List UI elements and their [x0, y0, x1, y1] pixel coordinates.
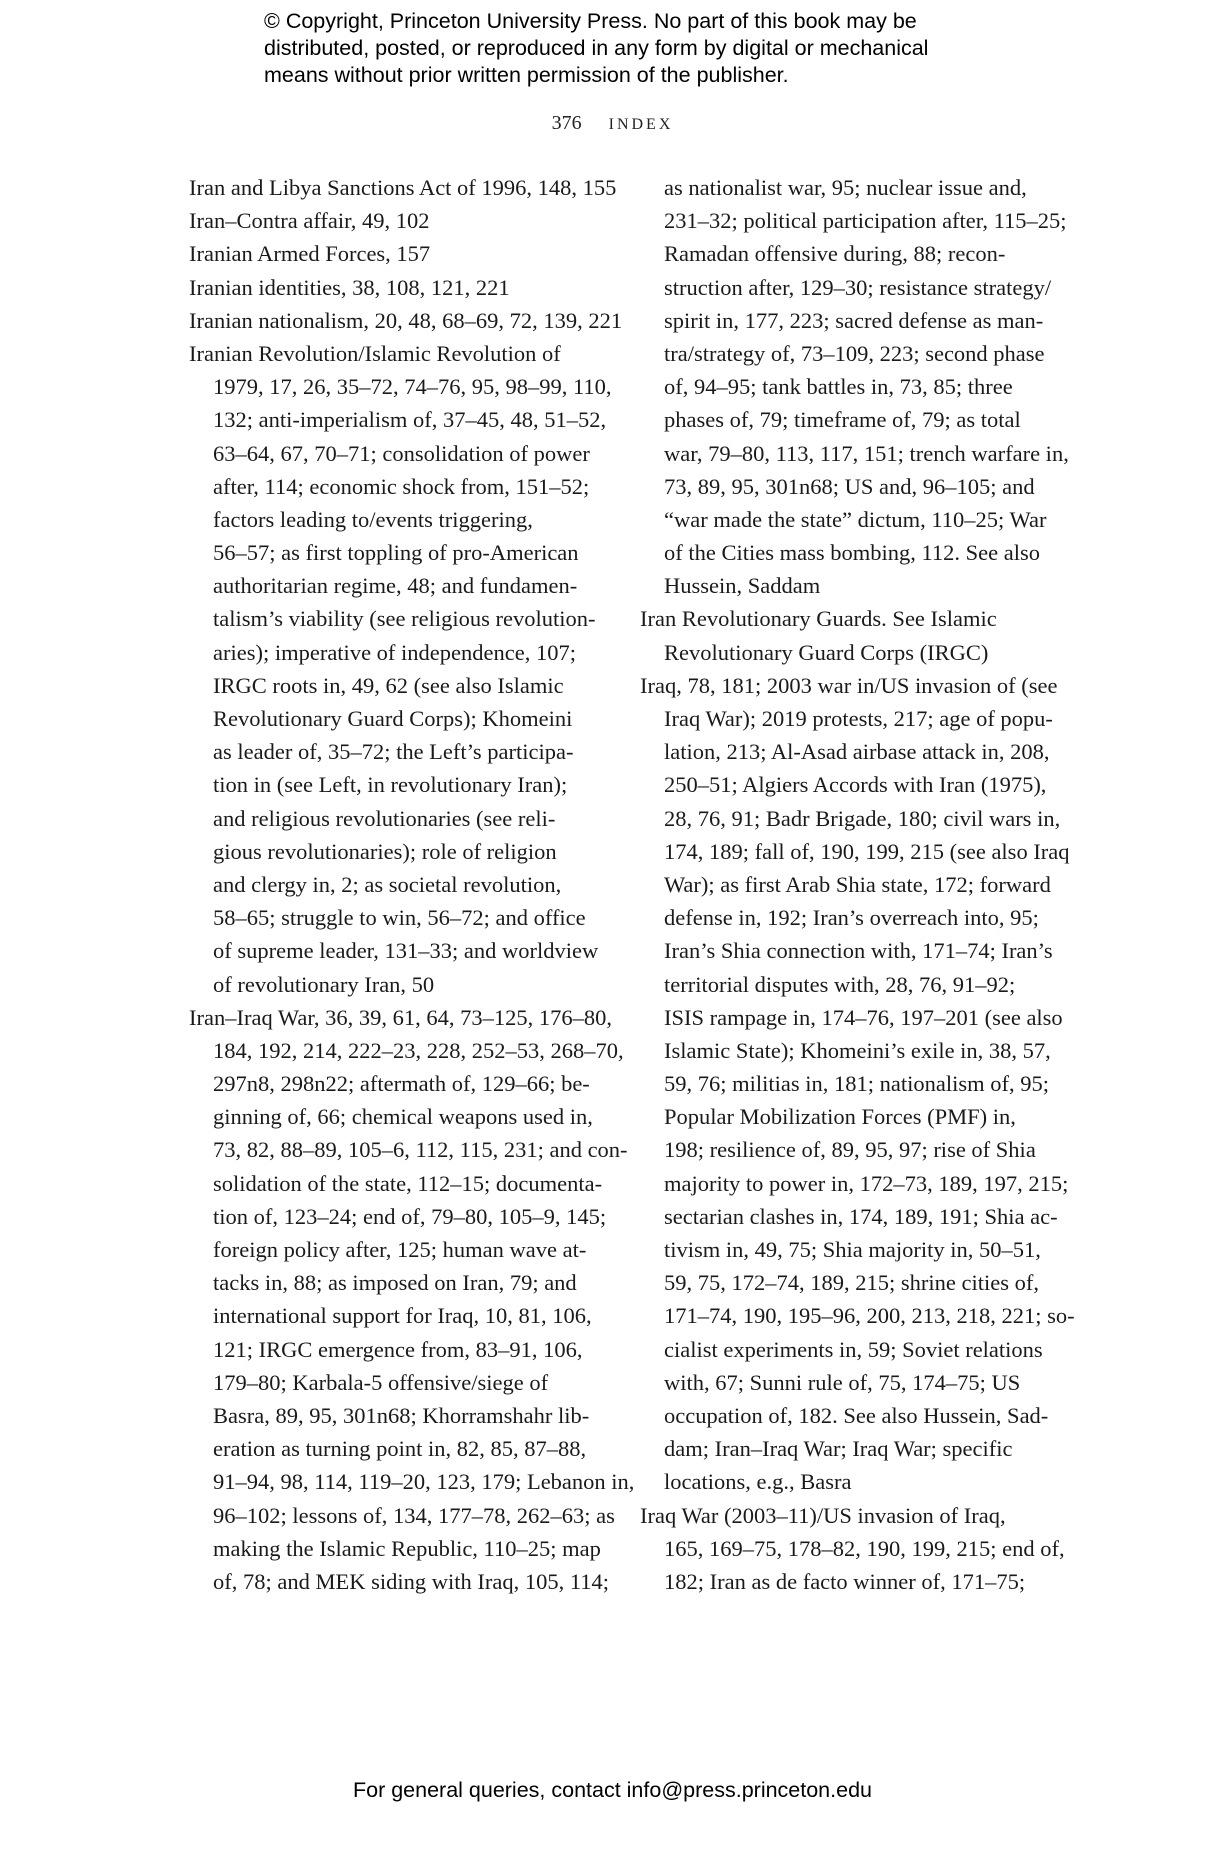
index-entry-continuation: “war made the state” dictum, 110–25; War — [664, 506, 1047, 532]
index-entry-continuation: 56–57; as first toppling of pro-American — [213, 540, 579, 566]
index-entry-continuation: 73, 89, 95, 301n68; US and, 96–105; and — [664, 473, 1035, 499]
index-entry-continuation: 73, 82, 88–89, 105–6, 112, 115, 231; and con- — [213, 1137, 628, 1163]
index-entry-continuation: lation, 213; Al-Asad airbase attack in, 208, — [664, 739, 1050, 765]
index-entry-continuation: sectarian clashes in, 174, 189, 191; Shia ac- — [664, 1203, 1058, 1229]
index-entry-continuation: defense in, 192; Iran’s overreach into, 95; — [664, 905, 1039, 931]
index-entry-continuation: 174, 189; fall of, 190, 199, 215 (see also Iraq — [664, 838, 1070, 864]
index-entry-continuation: gious revolutionaries); role of religion — [213, 838, 557, 864]
page-number: 376 — [551, 112, 582, 134]
index-entry-headword: Iran–Iraq War, 36, 39, 61, 64, 73–125, 176–80, — [189, 1004, 613, 1030]
index-entry-continuation: phases of, 79; timeframe of, 79; as total — [664, 407, 1021, 433]
index-entry-continuation: 63–64, 67, 70–71; consolidation of power — [213, 440, 590, 466]
index-entry-continuation: tivism in, 49, 75; Shia majority in, 50–51, — [664, 1237, 1041, 1262]
index-entry-continuation: eration as turning point in, 82, 85, 87–88, — [213, 1436, 587, 1462]
index-entry-continuation: after, 114; economic shock from, 151–52; — [213, 473, 590, 499]
index-entry-continuation: Popular Mobilization Forces (PMF) in, — [664, 1104, 1016, 1130]
index-entry-continuation: of revolutionary Iran, 50 — [213, 971, 435, 997]
index-entry-continuation: factors leading to/events triggering, — [213, 506, 533, 532]
index-entry-continuation: solidation of the state, 112–15; documenta- — [213, 1170, 603, 1196]
index-entry-continuation: Ramadan offensive during, 88; recon- — [664, 241, 1006, 267]
running-head — [0, 112, 1225, 135]
index-entry-headword: Iran and Libya Sanctions Act of 1996, 148, 155 — [189, 175, 617, 200]
index-entry-continuation: 28, 76, 91; Badr Brigade, 180; civil wars in, — [664, 805, 1061, 831]
index-entry-continuation: 132; anti-imperialism of, 37–45, 48, 51–52, — [213, 407, 607, 433]
index-entry-continuation: 179–80; Karbala-5 offensive/siege of — [213, 1369, 549, 1395]
index-entry-continuation: Hussein, Saddam — [664, 573, 821, 599]
index-entry-continuation: struction after, 129–30; resistance strategy/ — [664, 274, 1052, 300]
index-entry-headword: Iraq, 78, 181; 2003 war in/US invasion of (see — [640, 672, 1058, 698]
index-entry-continuation: Iraq War); 2019 protests, 217; age of popu- — [664, 706, 1053, 731]
index-entry-headword: Iran–Contra affair, 49, 102 — [189, 208, 430, 234]
index-entry-continuation: and clergy in, 2; as societal revolution, — [213, 871, 562, 897]
index-entry-headword: Iraq War (2003–11)/US invasion of Iraq, — [640, 1502, 1006, 1528]
index-entry-continuation: foreign policy after, 125; human wave at- — [213, 1237, 587, 1262]
copyright-line: © Copyright, Princeton University Press. No part of this book may be — [264, 9, 917, 33]
index-entry-continuation: making the Islamic Republic, 110–25; map — [213, 1535, 601, 1561]
index-entry-continuation: talism’s viability (see religious revolution- — [213, 606, 596, 632]
index-column-left — [189, 171, 635, 1598]
index-entry-continuation: locations, e.g., Basra — [664, 1469, 852, 1495]
index-entry-continuation: dam; Iran–Iraq War; Iraq War; specific — [664, 1436, 1013, 1462]
index-entry-continuation: of, 78; and MEK siding with Iraq, 105, 114; — [213, 1568, 610, 1594]
index-entry-continuation: occupation of, 182. See also Hussein, Sad- — [664, 1402, 1049, 1428]
index-entry-continuation: IRGC roots in, 49, 62 (see also Islamic — [213, 672, 564, 698]
index-entry-continuation: War); as first Arab Shia state, 172; forward — [664, 871, 1051, 897]
index-entry-continuation: tion of, 123–24; end of, 79–80, 105–9, 145; — [213, 1203, 607, 1229]
index-entry-continuation: with, 67; Sunni rule of, 75, 174–75; US — [664, 1369, 1021, 1395]
index-entry-continuation: as leader of, 35–72; the Left’s participa- — [213, 739, 574, 765]
index-entry-continuation: of the Cities mass bombing, 112. See also — [664, 540, 1041, 566]
index-entry-headword: Iranian Revolution/Islamic Revolution of — [189, 340, 561, 366]
index-entry-headword: Iranian identities, 38, 108, 121, 221 — [189, 274, 510, 300]
index-entry-continuation: Revolutionary Guard Corps); Khomeini — [213, 706, 573, 731]
index-entry-continuation: Basra, 89, 95, 301n68; Khorramshahr lib- — [213, 1402, 590, 1428]
index-entry-continuation: 59, 75, 172–74, 189, 215; shrine cities of, — [664, 1270, 1039, 1296]
index-entry-continuation: Islamic State); Khomeini’s exile in, 38, 57, — [664, 1037, 1051, 1063]
index-entry-headword: Iranian Armed Forces, 157 — [189, 241, 431, 267]
index-entry-continuation: war, 79–80, 113, 117, 151; trench warfare in, — [664, 440, 1069, 466]
index-entry-continuation: 182; Iran as de facto winner of, 171–75; — [664, 1568, 1026, 1594]
index-entry-continuation: Revolutionary Guard Corps (IRGC) — [664, 639, 989, 665]
index-entry-continuation: 171–74, 190, 195–96, 200, 213, 218, 221; so- — [664, 1303, 1075, 1329]
index-entry-continuation: 198; resilience of, 89, 95, 97; rise of Shia — [664, 1137, 1036, 1163]
index-entry-continuation: 165, 169–75, 178–82, 190, 199, 215; end of, — [664, 1535, 1065, 1561]
index-entry-continuation: 1979, 17, 26, 35–72, 74–76, 95, 98–99, 110, — [213, 374, 612, 400]
index-entry-continuation: authoritarian regime, 48; and fundamen- — [213, 573, 578, 599]
index-entry-continuation: 91–94, 98, 114, 119–20, 123, 179; Lebanon in, — [213, 1469, 635, 1495]
index-entry-continuation: tion in (see Left, in revolutionary Iran); — [213, 772, 568, 798]
index-entry-continuation: of, 94–95; tank battles in, 73, 85; three — [664, 374, 1013, 400]
index-entry-headword: Iranian nationalism, 20, 48, 68–69, 72, 139, 221 — [189, 307, 623, 333]
index-entry-continuation: of supreme leader, 131–33; and worldview — [213, 938, 599, 964]
index-entry-continuation: 297n8, 298n22; aftermath of, 129–66; be- — [213, 1071, 590, 1097]
index-entry-continuation: 184, 192, 214, 222–23, 228, 252–53, 268–70, — [213, 1037, 624, 1063]
index-entry-continuation: ginning of, 66; chemical weapons used in, — [213, 1104, 593, 1130]
index-entry-continuation: aries); imperative of independence, 107; — [213, 639, 576, 665]
index-entry-headword: Iran Revolutionary Guards. See Islamic — [640, 606, 997, 632]
index-entry-continuation: spirit in, 177, 223; sacred defense as man- — [664, 307, 1044, 333]
index-entry-continuation: Iran’s Shia connection with, 171–74; Iran’s — [664, 938, 1053, 964]
index-entry-continuation: international support for Iraq, 10, 81, 106, — [213, 1303, 592, 1329]
index-column-right — [640, 171, 1075, 1598]
index-entry-continuation: tacks in, 88; as imposed on Iran, 79; and — [213, 1270, 577, 1296]
index-entry-continuation: 96–102; lessons of, 134, 177–78, 262–63; as — [213, 1502, 615, 1528]
copyright-line: distributed, posted, or reproduced in any form by digital or mechanical — [264, 36, 929, 60]
index-entry-continuation: 121; IRGC emergence from, 83–91, 106, — [213, 1336, 583, 1362]
copyright-notice — [264, 8, 1024, 89]
index-entry-continuation: territorial disputes with, 28, 76, 91–92; — [664, 971, 1016, 997]
index-entry-continuation: cialist experiments in, 59; Soviet relations — [664, 1336, 1043, 1362]
index-entry-continuation: 231–32; political participation after, 115–25; — [664, 208, 1067, 234]
index-entry-continuation: as nationalist war, 95; nuclear issue and, — [664, 175, 1027, 200]
section-title: INDEX — [608, 116, 674, 133]
index-entry-continuation: majority to power in, 172–73, 189, 197, 215; — [664, 1170, 1069, 1196]
index-entry-continuation: ISIS rampage in, 174–76, 197–201 (see also — [664, 1004, 1063, 1030]
copyright-line: means without prior written permission of the publisher. — [264, 63, 789, 87]
index-entry-continuation: tra/strategy of, 73–109, 223; second phase — [664, 340, 1045, 366]
index-entry-continuation: and religious revolutionaries (see reli- — [213, 805, 556, 831]
footer-contact: For general queries, contact info@press.princeton.edu — [352, 1778, 872, 1802]
index-entry-continuation: 58–65; struggle to win, 56–72; and office — [213, 905, 586, 931]
index-entry-continuation: 59, 76; militias in, 181; nationalism of, 95; — [664, 1071, 1049, 1097]
index-entry-continuation: 250–51; Algiers Accords with Iran (1975), — [664, 772, 1047, 798]
